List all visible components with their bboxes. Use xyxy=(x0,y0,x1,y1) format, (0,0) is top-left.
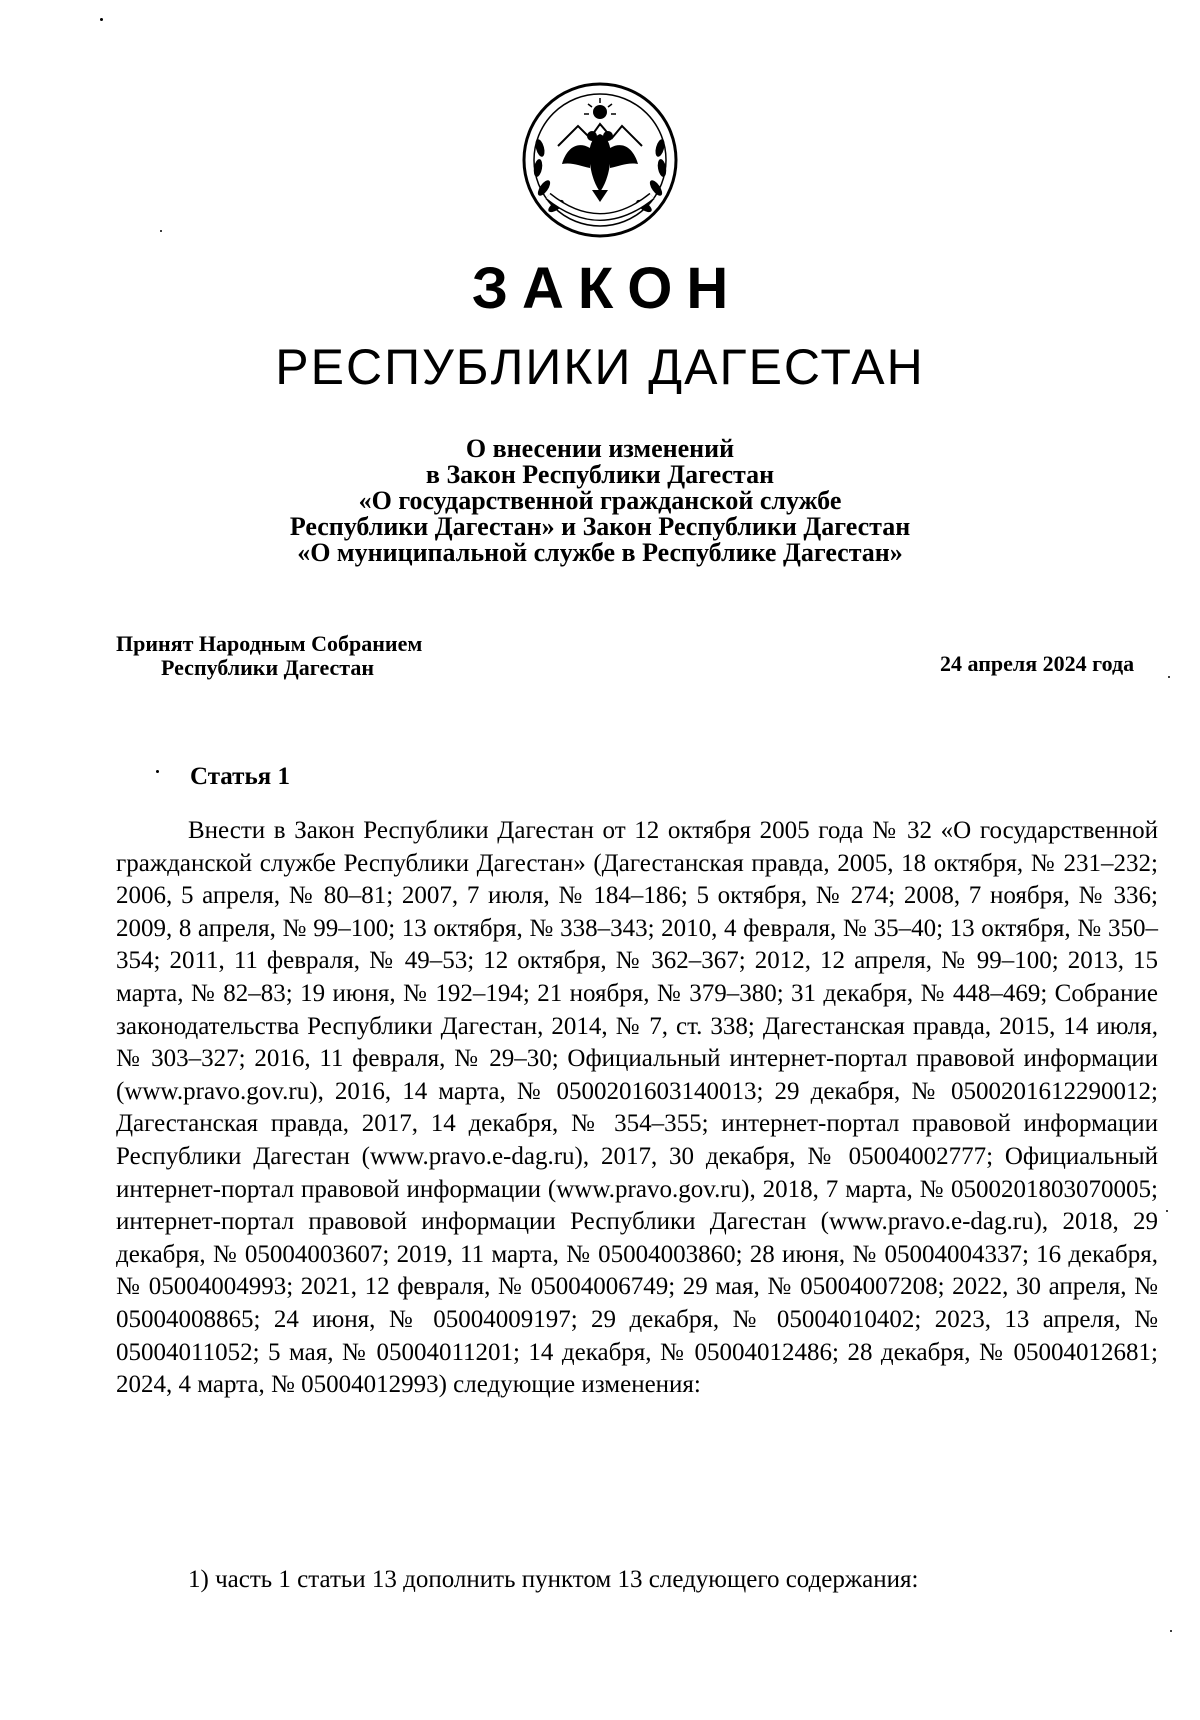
scan-speck xyxy=(1168,676,1170,678)
heading-line: О внесении изменений xyxy=(465,434,735,463)
document-heading xyxy=(0,436,1200,566)
law-subtitle: РЕСПУБЛИКИ ДАГЕСТАН xyxy=(275,339,925,395)
scan-speck xyxy=(156,770,159,773)
dagestan-coat-of-arms-icon xyxy=(518,78,682,242)
scan-speck xyxy=(100,18,103,21)
heading-line: в Закон Республики Дагестан xyxy=(425,460,775,489)
article-title: Статья 1 xyxy=(190,763,290,790)
heading-line: Республики Дагестан» и Закон Республики Дагестан xyxy=(289,512,911,541)
scan-speck xyxy=(1170,1630,1172,1632)
heading-line: «О муниципальной службе в Республике Дагестан» xyxy=(297,538,903,567)
heading-line: «О государственной гражданской службе xyxy=(358,486,842,515)
law-title: ЗАКОН xyxy=(471,256,743,321)
adoption-date: 24 апреля 2024 года xyxy=(940,651,1135,676)
adopted-line-2: Республики Дагестан xyxy=(161,655,375,680)
adopted-line-1: Принят Народным Собранием xyxy=(116,631,423,656)
article-paragraph: Внести в Закон Республики Дагестан от 12 октября 2005 года № 32 «О государственной гражданской службе Республики Дагестан» (Дагестанская правда, 2005, 18 октября, № 231–232; 2006, 5 апреля, № 80–81; 2007, 7 июля, № 184–186; 5 октября, № 274; 2008, 7 ноября, № 336; 2009, 8 апреля, № 99–100; 13 октября, № 338–343; 2010, 4 февраля, № 35–40; 13 октября, № 350–354; 2011, 11 февраля, № 49–53; 12 октября, № 362–367; 2012, 12 апреля, № 99–100; 2013, 15 марта, № 82–83; 19 июня, № 192–194; 21 ноября, № 379–380; 31 декабря, № 448–469; Собрание законодательства Республики Дагестан, 2014, № 7, ст. 338; Дагестанская правда, 2015, 14 июля, № 303–327; 2016, 11 февраля, № 29–30; Официальный интернет-портал правовой информации (www.pravo.gov.ru), 2016, 14 марта, № 0500201603140013; 29 декабря, № 0500201612290012; Дагестанская правда, 2017, 14 декабря, № 354–355; интернет-портал правовой информации Республики Дагестан (www.pravo.e-dag.ru), 2017, 30 декабря, № 05004002777; Официальный интернет-портал правовой информации (www.pravo.gov.ru), 2018, 7 марта, № 0500201803070005; интернет-портал правовой информации Республики Дагестан (www.pravo.e-dag.ru), 2018, 29 декабря, № 05004003607; 2019, 11 марта, № 05004003860; 28 июня, № 05004004337; 16 декабря, № 05004004993; 2021, 12 февраля, № 05004006749; 29 мая, № 05004007208; 2022, 30 апреля, № 05004008865; 24 июня, № 05004009197; 29 декабря, № 05004010402; 2023, 13 апреля, № 05004011052; 5 мая, № 05004011201; 14 декабря, № 05004012486; 28 декабря, № 05004012681; 2024, 4 марта, № 05004012993) следующие изменения: xyxy=(116,817,1158,1399)
scan-speck xyxy=(160,230,162,232)
article-item-1: 1) часть 1 статьи 13 дополнить пунктом 13 следующего содержания: xyxy=(188,1566,919,1593)
adopted-by xyxy=(116,632,422,680)
scan-speck xyxy=(1166,1210,1168,1212)
